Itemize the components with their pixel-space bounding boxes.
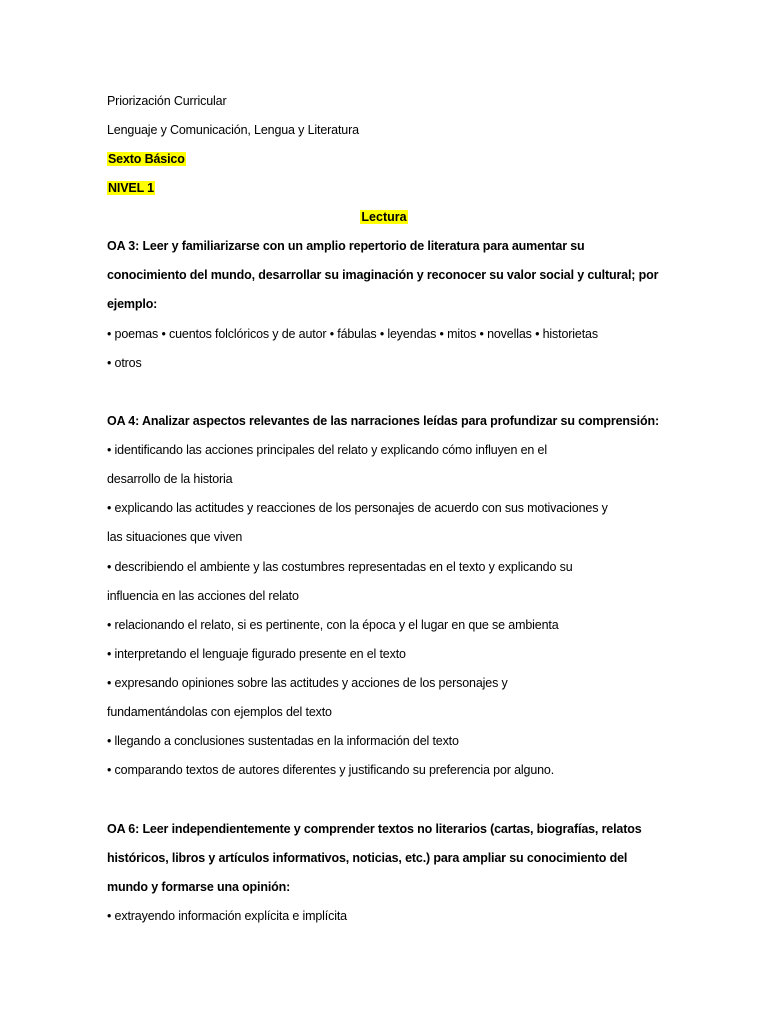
oa4-title: OA 4: Analizar aspectos relevantes de las narraciones leídas para profundizar su comprensión: (107, 414, 659, 428)
grade-highlight: Sexto Básico (108, 152, 185, 166)
oa4-line: • describiendo el ambiente y las costumbres representadas en el texto y explicando su (107, 560, 573, 574)
oa4-line: • explicando las actitudes y reacciones de los personajes de acuerdo con sus motivaciones y (107, 501, 608, 515)
oa6-line: mundo y formarse una opinión: (107, 880, 291, 894)
oa4-line: • identificando las acciones principales del relato y explicando cómo influyen en el (107, 443, 547, 457)
oa4-line: las situaciones que viven (107, 530, 243, 544)
oa3-bullet: • otros (107, 356, 142, 370)
section-heading (0, 209, 768, 225)
doc-title: Priorización Curricular (107, 94, 227, 108)
level-highlight: NIVEL 1 (108, 181, 154, 195)
oa3-bullet: • poemas • cuentos folclóricos y de autor • fábulas • leyendas • mitos • novellas • historietas (107, 327, 598, 341)
oa6-line: históricos, libros y artículos informativos, noticias, etc.) para ampliar su conocimiento del (107, 851, 628, 865)
oa4-line: influencia en las acciones del relato (107, 589, 299, 603)
oa6-bullet: • extrayendo información explícita e implícita (107, 909, 347, 923)
oa4-line: • relacionando el relato, si es pertinente, con la época y el lugar en que se ambienta (107, 618, 559, 632)
oa4-line: • expresando opiniones sobre las actitudes y acciones de los personajes y (107, 676, 508, 690)
oa4-line: desarrollo de la historia (107, 472, 233, 486)
oa4-line: • interpretando el lenguaje figurado presente en el texto (107, 647, 406, 661)
section-highlight: Lectura (361, 210, 407, 224)
oa3-line: ejemplo: (107, 297, 158, 311)
oa3-line: conocimiento del mundo, desarrollar su imaginación y reconocer su valor social y cultural; por (107, 268, 659, 282)
oa4-line: • comparando textos de autores diferentes y justificando su preferencia por alguno. (107, 763, 555, 777)
doc-subject: Lenguaje y Comunicación, Lengua y Literatura (107, 123, 359, 137)
oa3-line: OA 3: Leer y familiarizarse con un amplio repertorio de literatura para aumentar su (107, 239, 585, 253)
oa4-line: fundamentándolas con ejemplos del texto (107, 705, 332, 719)
oa4-line: • llegando a conclusiones sustentadas en la información del texto (107, 734, 459, 748)
grade-label (107, 151, 186, 167)
oa6-line: OA 6: Leer independientemente y comprender textos no literarios (cartas, biografías, relatos (107, 822, 642, 836)
level-label (107, 180, 155, 196)
